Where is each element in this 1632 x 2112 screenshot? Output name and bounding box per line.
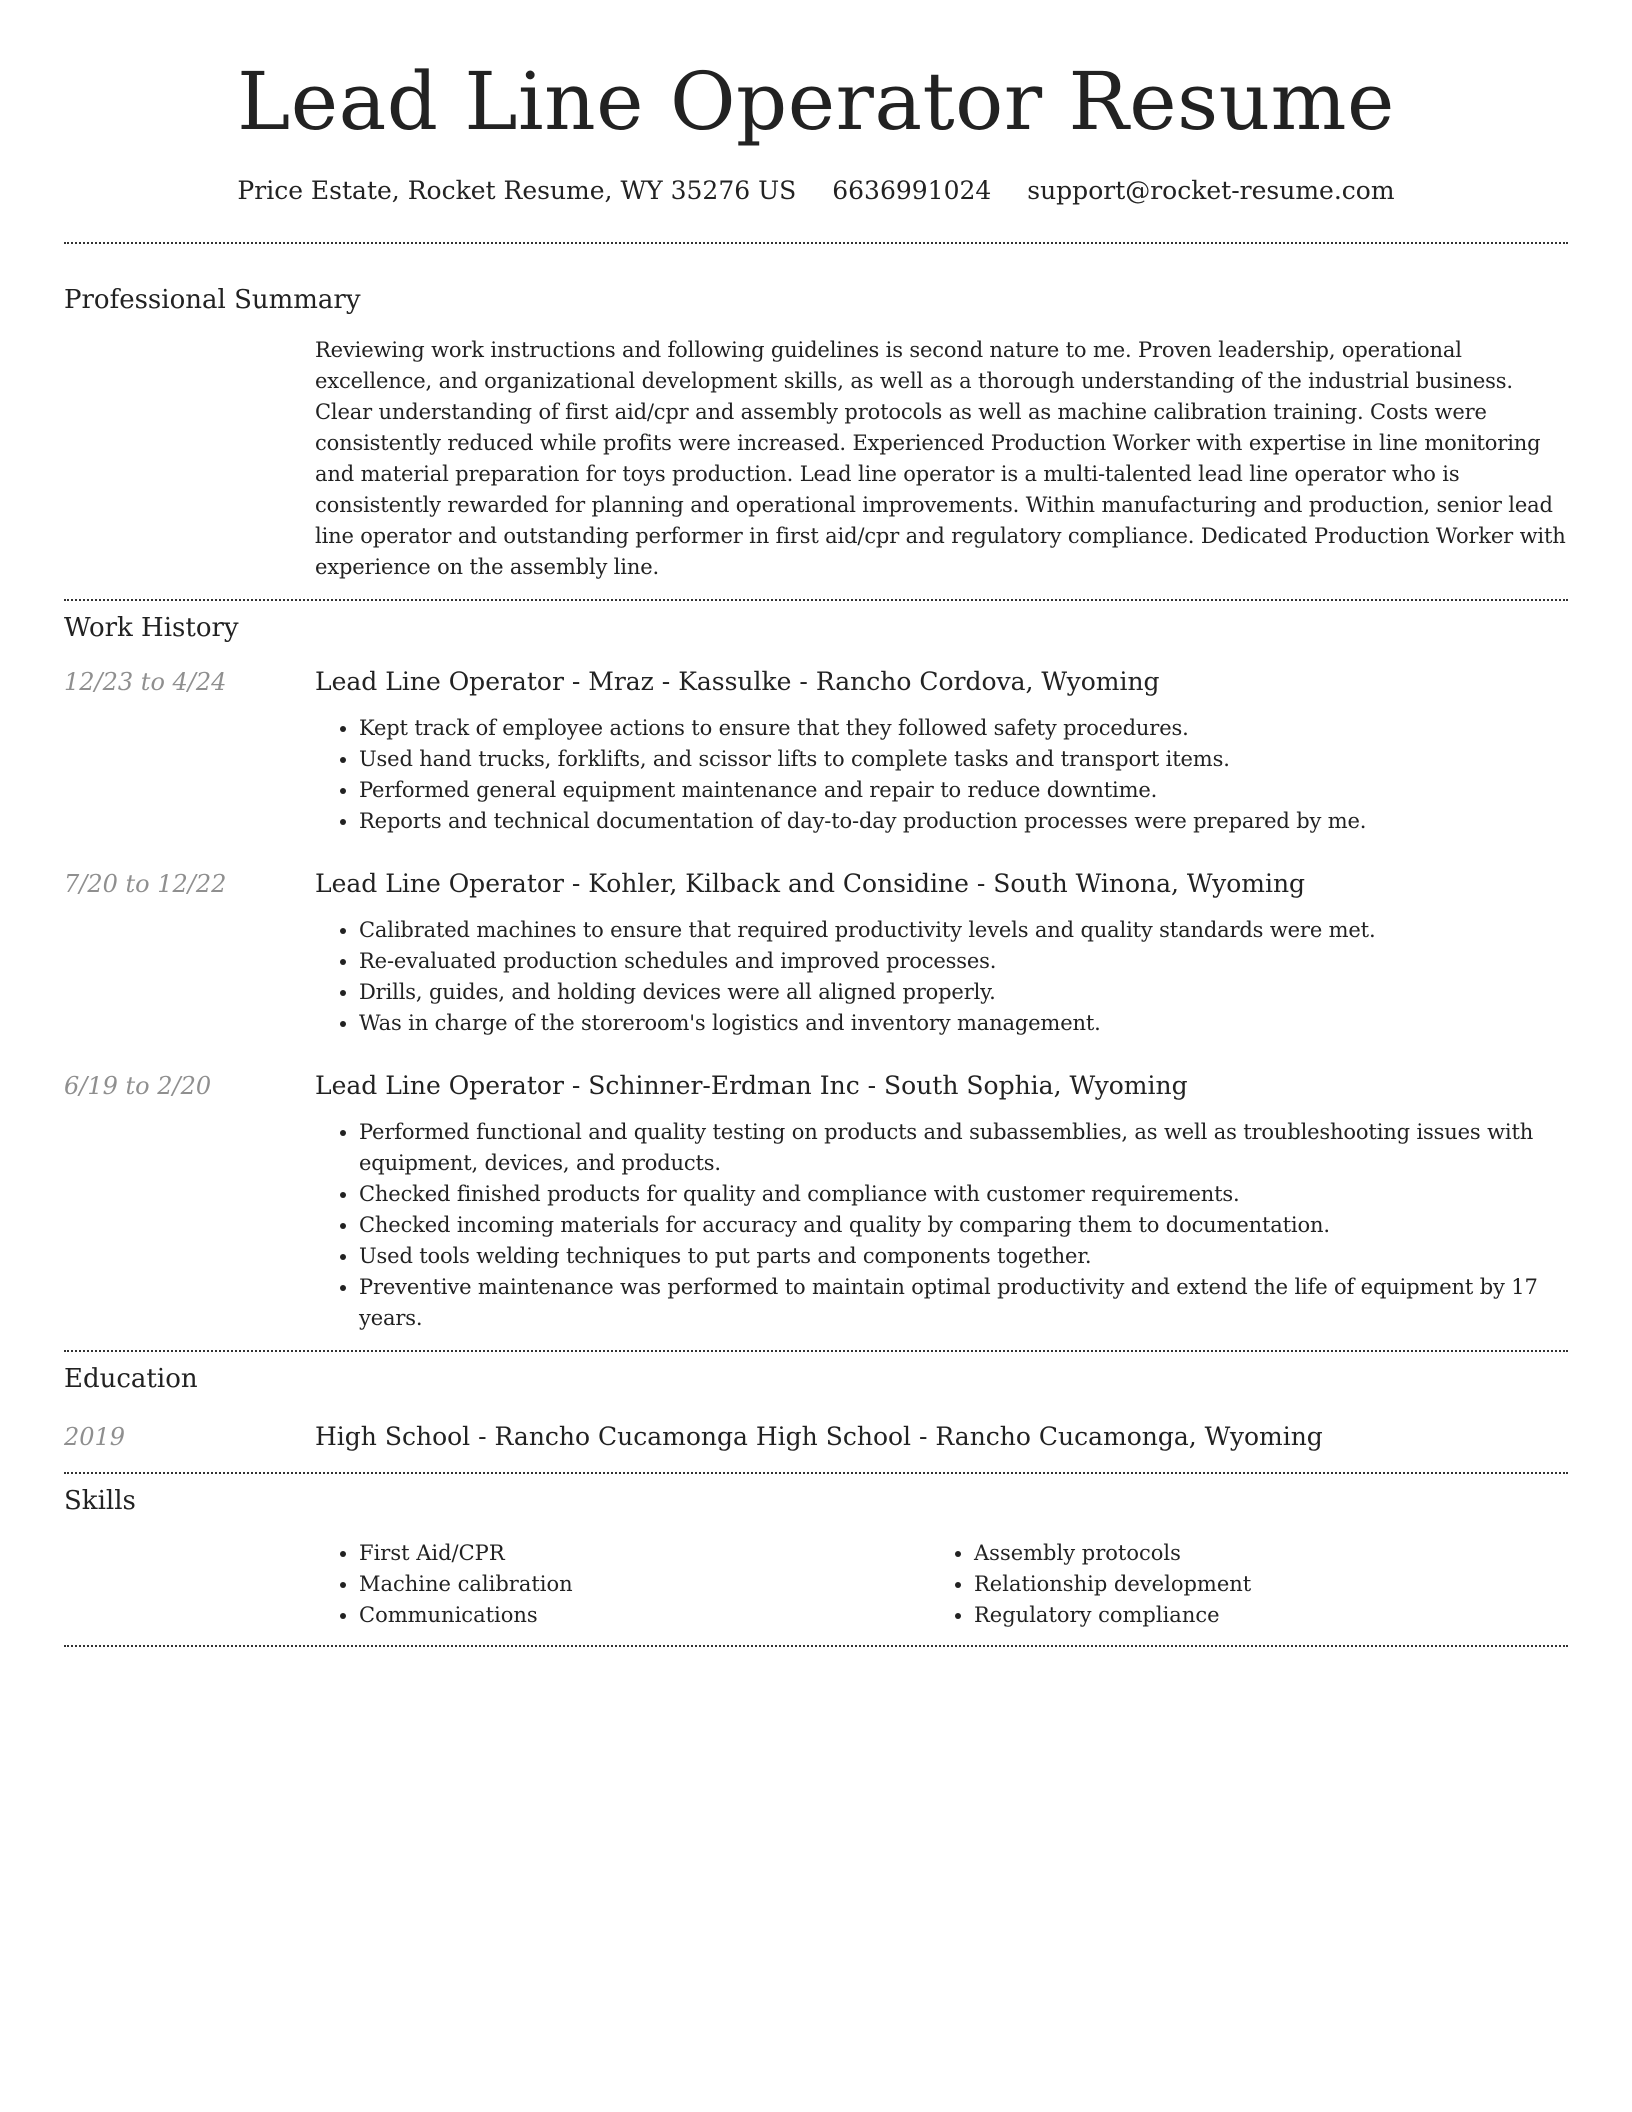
- contact-address: Price Estate, Rocket Resume, WY 35276 US: [237, 176, 797, 205]
- list-item: • Performed functional and quality testing on products and subassemblies, as well as troubleshooting issues with equipment, devices, and products.: [359, 1117, 1568, 1179]
- divider: [64, 599, 1568, 601]
- skill-item: • Assembly protocols: [974, 1538, 1545, 1569]
- job-title: Lead Line Operator - Schinner-Erdman Inc - South Sophia, Wyoming: [315, 1071, 1188, 1100]
- page-title: Lead Line Operator Resume: [237, 55, 1395, 148]
- job-entry: [64, 867, 1568, 1039]
- job-dates: 12/23 to 4/24: [64, 668, 227, 696]
- list-item: • Used hand trucks, forklifts, and scissor lifts to complete tasks and transport items.: [359, 744, 1568, 775]
- list-item: • Preventive maintenance was performed to maintain optimal productivity and extend the life of equipment by 17 years.: [359, 1272, 1568, 1334]
- job-dates: 7/20 to 12/22: [64, 870, 227, 898]
- summary-section: [64, 283, 1568, 583]
- divider: [64, 242, 1568, 244]
- job-entry: [64, 665, 1568, 837]
- job-dates: 6/19 to 2/20: [64, 1072, 212, 1100]
- summary-spacer: [64, 335, 315, 583]
- summary-text: Reviewing work instructions and following guidelines is second nature to me. Proven leadership, operational excellence, and organizational development skills, as well as a thorough understanding of the industrial business. Clear understanding of first aid/cpr and assembly protocols as well as machine calibration training. Costs were consistently reduced while profits were increased. Experienced Production Worker with expertise in line monitoring and material preparation for toys production. Lead line operator is a multi-talented lead line operator who is consistently rewarded for planning and operational improvements. Within manufacturing and production, senior lead line operator and outstanding performer in first aid/cpr and regulatory compliance. Dedicated Production Worker with experience on the assembly line.: [315, 338, 1566, 579]
- contact-email: support@rocket-resume.com: [1027, 176, 1395, 205]
- education-section: [64, 1362, 1568, 1454]
- skill-item: • Relationship development: [974, 1569, 1545, 1600]
- work-history-section: [64, 611, 1568, 1334]
- list-item: • Reports and technical documentation of day-to-day production processes were prepared by me.: [359, 806, 1568, 837]
- job-entry: [64, 1069, 1568, 1334]
- contact-line: [64, 174, 1568, 208]
- job-title: Lead Line Operator - Mraz - Kassulke - Rancho Cordova, Wyoming: [315, 667, 1160, 696]
- skills-grid: [315, 1538, 1568, 1631]
- summary-heading: Professional Summary: [64, 285, 361, 315]
- divider: [64, 1645, 1568, 1647]
- job-bullets: [315, 713, 1568, 837]
- list-item: • Checked incoming materials for accuracy and quality by comparing them to documentation.: [359, 1210, 1568, 1241]
- list-item: • Kept track of employee actions to ensure that they followed safety procedures.: [359, 713, 1568, 744]
- job-title: Lead Line Operator - Kohler, Kilback and Considine - South Winona, Wyoming: [315, 869, 1306, 898]
- education-heading: Education: [64, 1364, 198, 1394]
- skill-item: • Regulatory compliance: [974, 1600, 1545, 1631]
- job-bullets: [315, 915, 1568, 1039]
- list-item: • Was in charge of the storeroom's logistics and inventory management.: [359, 1008, 1568, 1039]
- divider: [64, 1350, 1568, 1352]
- list-item: • Re-evaluated production schedules and improved processes.: [359, 946, 1568, 977]
- job-bullets: [315, 1117, 1568, 1334]
- skills-list-right: [930, 1538, 1545, 1631]
- skill-item: • Communications: [359, 1600, 930, 1631]
- list-item: • Calibrated machines to ensure that required productivity levels and quality standards were met.: [359, 915, 1568, 946]
- skills-section: [64, 1484, 1568, 1631]
- skills-list-left: [315, 1538, 930, 1631]
- resume-page: [64, 0, 1568, 1647]
- skills-spacer: [64, 1538, 315, 1631]
- list-item: • Checked finished products for quality and compliance with customer requirements.: [359, 1179, 1568, 1210]
- skill-item: • First Aid/CPR: [359, 1538, 930, 1569]
- education-entry: [64, 1420, 1568, 1454]
- skill-item: • Machine calibration: [359, 1569, 930, 1600]
- list-item: • Performed general equipment maintenance and repair to reduce downtime.: [359, 775, 1568, 806]
- education-title: High School - Rancho Cucamonga High School - Rancho Cucamonga, Wyoming: [315, 1422, 1323, 1451]
- list-item: • Drills, guides, and holding devices were all aligned properly.: [359, 977, 1568, 1008]
- list-item: • Used tools welding techniques to put parts and components together.: [359, 1241, 1568, 1272]
- divider: [64, 1472, 1568, 1474]
- work-history-heading: Work History: [64, 613, 239, 643]
- skills-heading: Skills: [64, 1486, 136, 1516]
- contact-phone: 6636991024: [832, 176, 992, 205]
- education-year: 2019: [64, 1423, 126, 1451]
